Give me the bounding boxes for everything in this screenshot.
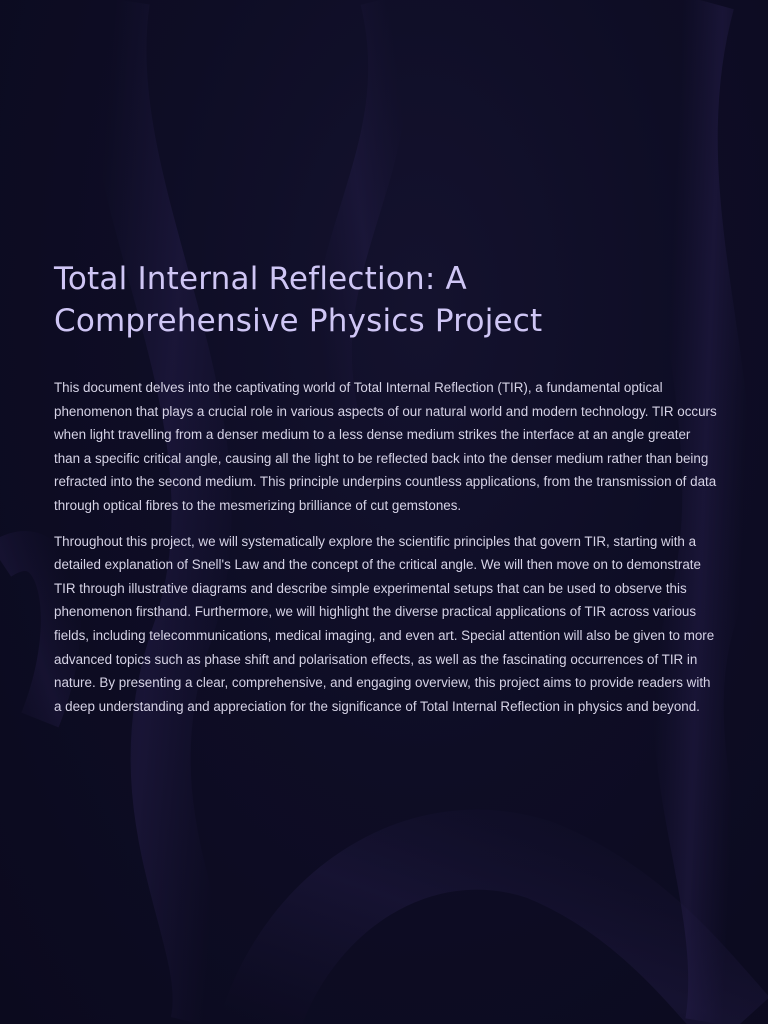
overview-paragraph: Throughout this project, we will systematically explore the scientific principles that govern TIR, starting with a detailed explanation of Snell's Law and the concept of the critical angle. We will then move on to demonstrate TIR through illustrative diagrams and describe simple experimental setups that can be used to observe this phenomenon firsthand. Furthermore, we will highlight the diverse practical applications of TIR across various fields, including telecommunications, medical imaging, and even art. Special attention will also be given to more advanced topics such as phase shift and polarisation effects, as well as the fascinating occurrences of TIR in nature. By presenting a clear, comprehensive, and engaging overview, this project aims to provide readers with a deep understanding and appreciation for the significance of Total Internal Reflection in physics and beyond. xyxy=(54,533,715,714)
page-title: Total Internal Reflection: A Comprehensive Physics Project xyxy=(54,261,543,339)
intro-paragraph: This document delves into the captivating world of Total Internal Reflection (TIR), a fundamental optical phenomenon that plays a crucial role in various aspects of our natural world and modern technology. TIR occurs when light travelling from a denser medium to a less dense medium strikes the interface at an angle greater than a specific critical angle, causing all the light to be reflected back into the denser medium rather than being refracted into the second medium. This principle underpins countless applications, from the transmission of data through optical fibres to the mesmerizing brilliance of cut gemstones. xyxy=(54,380,717,513)
document-content xyxy=(54,258,718,730)
